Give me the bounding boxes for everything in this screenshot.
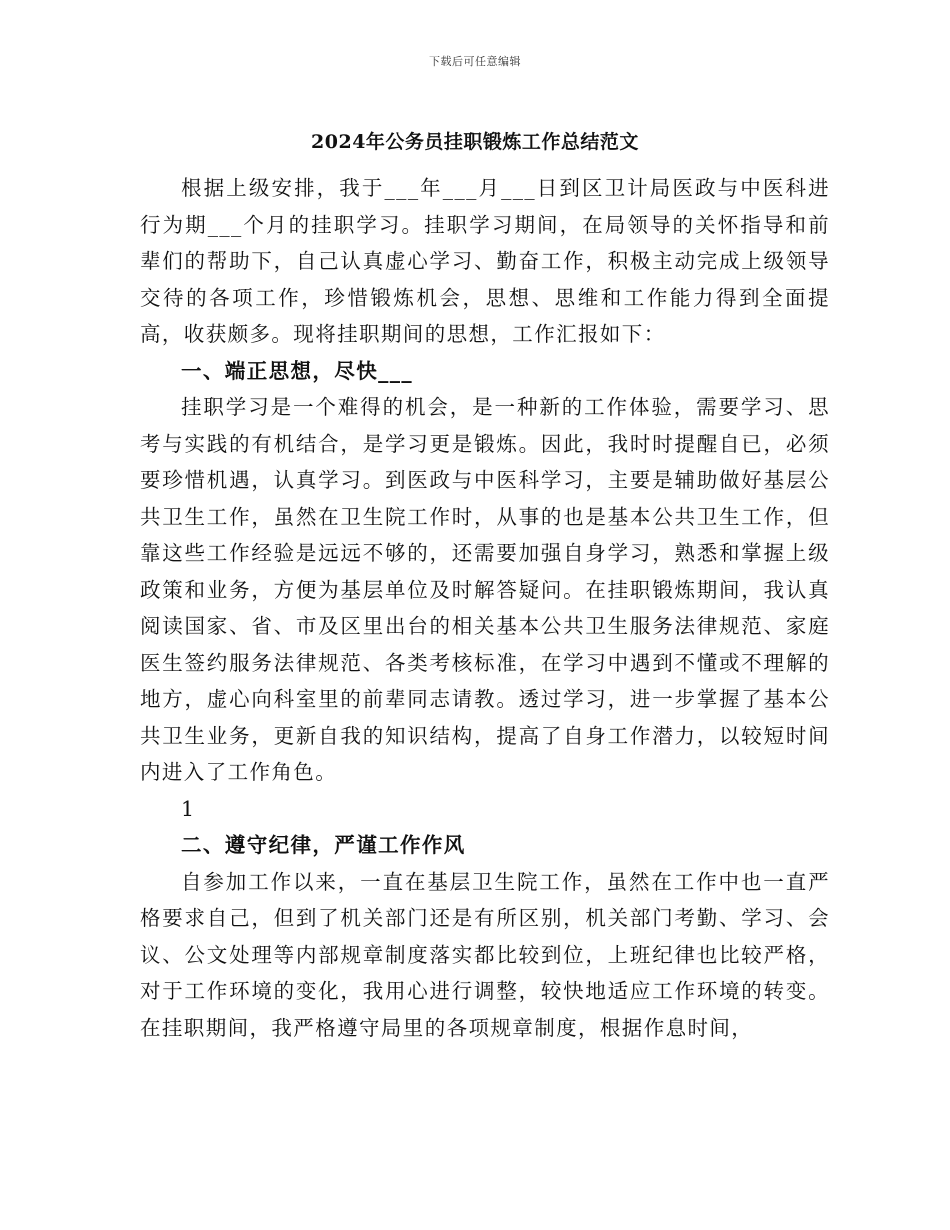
intro-paragraph: 根据上级安排，我于___年___月___日到区卫计局医政与中医科进行为期___个月的挂职学习。挂职学习期间，在局领导的关怀指导和前辈们的帮助下，自己认真虚心学习、勤奋工作，积极主动完成上级领导交待的各项工作，珍惜锻炼机会，思想、思维和工作能力得到全面提高，收获颇多。现将挂职期间的思想，工作汇报如下： (140, 176, 830, 346)
header-note: 下载后可任意编辑 (429, 55, 521, 68)
section-heading-1: 一、端正思想，尽快___ (181, 358, 414, 383)
section-heading-2: 二、遵守纪律，严谨工作作风 (181, 833, 466, 857)
section-2-paragraph: 自参加工作以来，一直在基层卫生院工作，虽然在工作中也一直严格要求自己，但到了机关部门还是有所区别，机关部门考勤、学习、会议、公文处理等内部规章制度落实都比较到位，上班纪律也比较严格，对于工作环境的变化，我用心进行调整，较快地适应工作环境的转变。在挂职期间，我严格遵守局里的各项规章制度，根据作息时间， (140, 869, 830, 1040)
document-title: 2024年公务员挂职锻炼工作总结范文 (311, 131, 639, 153)
page-number: 1 (181, 796, 196, 821)
section-1-paragraph: 挂职学习是一个难得的机会，是一种新的工作体验，需要学习、思考与实践的有机结合，是学习更是锻炼。因此，我时时提醒自已，必须要珍惜机遇，认真学习。到医政与中医科学习，主要是辅助做好基层公共卫生工作，虽然在卫生院工作时，从事的也是基本公共卫生工作，但靠这些工作经验是远远不够的，还需要加强自身学习，熟悉和掌握上级政策和业务，方便为基层单位及时解答疑问。在挂职锻炼期间，我认真阅读国家、省、市及区里出台的相关基本公共卫生服务法律规范、家庭医生签约服务法律规范、各类考核标准，在学习中遇到不懂或不理解的地方，虚心向科室里的前辈同志请教。透过学习，进一步掌握了基本公共卫生业务，更新自我的知识结构，提高了自身工作潜力，以较短时间内进入了工作角色。 (140, 395, 830, 784)
document-body (140, 170, 830, 1046)
